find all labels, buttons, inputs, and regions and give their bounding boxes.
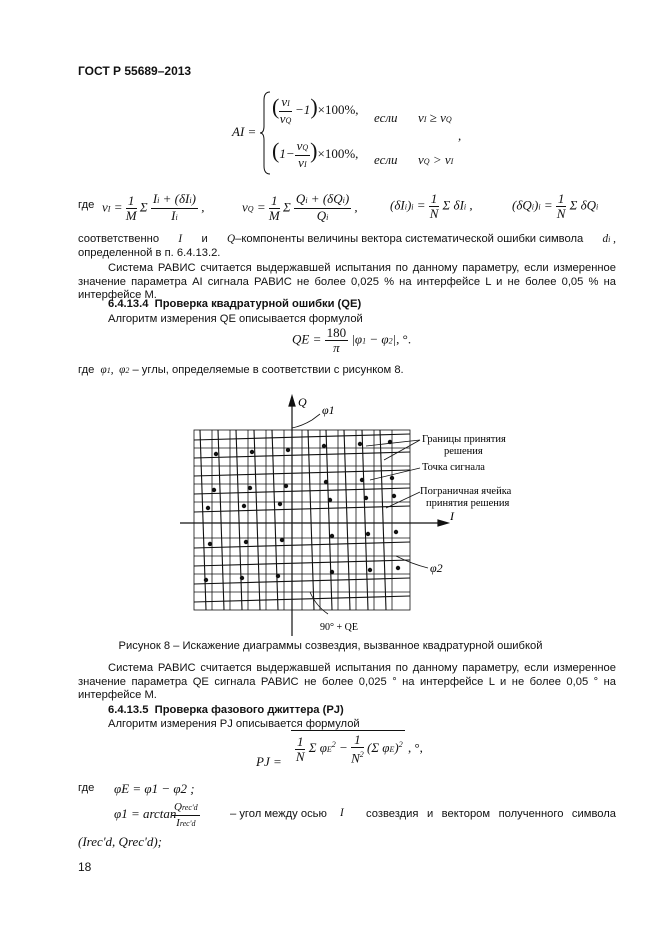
phi1-label: φ1 (322, 403, 335, 417)
formula-ai-case1-rel: νI ≥ νQ (418, 110, 452, 125)
def-delta-q: (δQi)i = $\frac{1}{N}$ Σ δQi (512, 191, 599, 221)
para-components-line2: определенной в п. 6.4.13.2. (78, 246, 221, 259)
formula-ai-case1-tail: ×100%, (317, 102, 359, 117)
formula-qe: QE = $\frac{180}{\pi}$ |φ1 − φ2|, °. (292, 325, 412, 355)
def-nu-q: νQ = $\frac{1}{M}$ Σ $\frac{\text{Qi + (δQi)}}{Qi}$ , (242, 191, 358, 223)
para-components-and: и (201, 233, 208, 245)
axis-i-label: I (450, 509, 454, 523)
section-qe-title: 6.4.13.4 Проверка квадратурной ошибки (QE) (108, 298, 362, 310)
label-cell-2: принятия решения (426, 498, 510, 509)
page-number: 18 (78, 860, 92, 874)
para-ai-pass: Система РАВИС считается выдержавшей испытания по данному параметру, если измеренное значение параметра AI сигнала РАВИС не более 0,025 % на интерфейсе L и не более 0,05 % на интерфейсе M. (78, 262, 616, 301)
formula-ai-brace (260, 90, 272, 176)
where-phi: где φ1, φ2 – углы, определяемые в соответствии с рисунком 8. (78, 364, 404, 376)
where-pj-line1: φE = φ1 − φ2 ; (114, 781, 195, 796)
doc-header: ГОСТ Р 55689–2013 (78, 64, 192, 78)
para-qe-pass: Система РАВИС считается выдержавшей испытания по данному параметру, если измеренное значение параметра QE сигнала РАВИС не более 0,025 ° на интерфейсе L и не более 0,05 ° на интерфейсе M. (78, 662, 616, 701)
symbol-i: I (178, 233, 183, 245)
label-signal-point: Точка сигнала (422, 462, 485, 473)
label-cell-1: Пограничная ячейка (420, 486, 512, 497)
where-pj-line2: φ1 = arctan Qrec'd Irec'd – угол между осью I созвездия и вектором полученного символа (114, 801, 616, 829)
formula-qe-lhs: QE = (292, 331, 322, 347)
para-components (78, 233, 616, 260)
formula-ai-case2-rel: νQ > νI (418, 152, 454, 167)
section-pj-title: 6.4.13.5 Проверка фазового джиттера (PJ) (108, 704, 344, 716)
formula-ai-case2-cond: если (374, 152, 398, 167)
label-boundaries-1: Границы принятия (422, 434, 506, 445)
where-pj-label: где (78, 782, 95, 794)
formula-ai-lhs: AI = (232, 124, 257, 139)
axis-q-label: Q (298, 395, 307, 409)
section-pj-intro: Алгоритм измерения PJ описывается формулой (108, 718, 360, 730)
formula-pj: PJ = $\frac{1}{N}$ Σ $\varphi E^2$ − $\frac{1}{N^2}$ (Σ φE)$^2$ , °, (256, 732, 423, 770)
formula-ai-case2: (1− $\frac{\nu Q}{\nu I}$ )×100%, (272, 137, 359, 170)
formula-ai-case1: ( $\frac{\nu I}{\nu Q}$ −1)×100%, (272, 93, 359, 126)
para-components-word1: соответственно (78, 233, 160, 245)
def-nu-i: νI = $\frac{1}{M}$ Σ $\frac{\text{Ii + (δIi)}}{Ii}$ , (102, 191, 205, 223)
where-label: где (78, 199, 95, 211)
symbol-d: di , (602, 233, 616, 245)
formula-ai-case1-cond: если (374, 110, 398, 125)
figure-8-caption: Рисунок 8 – Искажение диаграммы созвездия, вызванное квадратурной ошибкой (118, 640, 543, 652)
formula-ai-case2-tail: ×100%, (317, 146, 359, 161)
para-components-rest: Q–компоненты величины вектора систематической ошибки символа (227, 233, 584, 245)
formula-ai (228, 90, 488, 176)
where-pj-line3: (Irec'd, Qrec'd); (78, 834, 162, 849)
angle-label: 90° + QE (320, 622, 358, 633)
formula-ai-comma: , (458, 128, 462, 143)
where-definitions (78, 186, 618, 226)
section-qe-intro: Алгоритм измерения QE описывается формулой (108, 313, 363, 325)
def-delta-i: (δIi)i = $\frac{1}{N}$ Σ δIi , (390, 191, 473, 221)
phi2-label: φ2 (430, 561, 443, 575)
label-boundaries-2: решения (444, 446, 483, 457)
figure-8-constellation (180, 392, 560, 642)
